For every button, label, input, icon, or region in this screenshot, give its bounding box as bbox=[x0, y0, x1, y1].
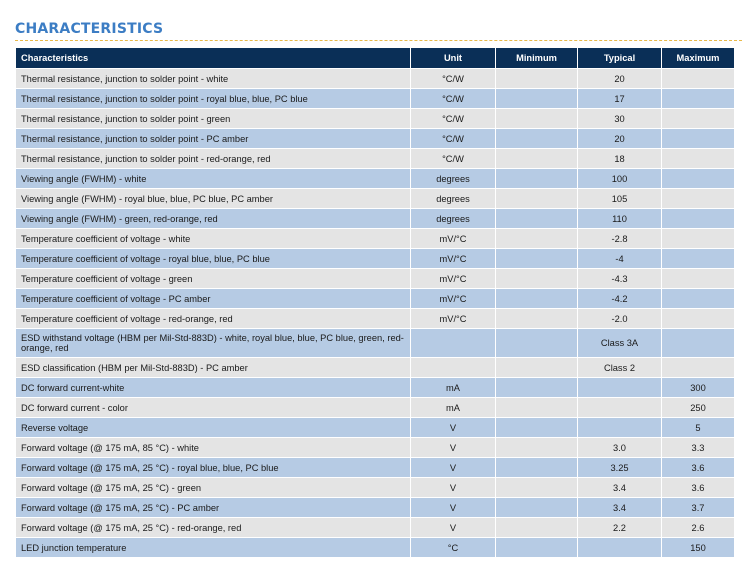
table-row bbox=[16, 229, 735, 249]
cell-minimum bbox=[496, 398, 578, 418]
cell-minimum bbox=[496, 209, 578, 229]
table-header-row bbox=[16, 48, 735, 69]
cell-minimum bbox=[496, 249, 578, 269]
cell-unit: mV/°C bbox=[411, 289, 496, 309]
cell-unit: mV/°C bbox=[411, 269, 496, 289]
table-row bbox=[16, 398, 735, 418]
cell-unit: mV/°C bbox=[411, 249, 496, 269]
cell-typical bbox=[578, 398, 662, 418]
cell-unit: V bbox=[411, 458, 496, 478]
table-row bbox=[16, 329, 735, 358]
characteristics-table bbox=[15, 47, 735, 558]
cell-maximum: 3.6 bbox=[662, 478, 735, 498]
cell-maximum: 150 bbox=[662, 538, 735, 558]
cell-minimum bbox=[496, 69, 578, 89]
cell-maximum: 250 bbox=[662, 398, 735, 418]
cell-maximum bbox=[662, 89, 735, 109]
cell-characteristic: Temperature coefficient of voltage - PC amber bbox=[16, 289, 411, 309]
cell-maximum: 300 bbox=[662, 378, 735, 398]
cell-typical: Class 3A bbox=[578, 329, 662, 358]
table-body bbox=[16, 69, 735, 558]
cell-characteristic: Thermal resistance, junction to solder point - green bbox=[16, 109, 411, 129]
table-row bbox=[16, 189, 735, 209]
cell-maximum bbox=[662, 189, 735, 209]
cell-maximum bbox=[662, 329, 735, 358]
cell-characteristic: DC forward current-white bbox=[16, 378, 411, 398]
cell-unit: °C/W bbox=[411, 89, 496, 109]
cell-typical bbox=[578, 418, 662, 438]
cell-unit: mA bbox=[411, 378, 496, 398]
table-row bbox=[16, 358, 735, 378]
cell-unit: °C/W bbox=[411, 109, 496, 129]
cell-typical: 100 bbox=[578, 169, 662, 189]
cell-typical: 17 bbox=[578, 89, 662, 109]
cell-unit: mV/°C bbox=[411, 309, 496, 329]
cell-characteristic: Forward voltage (@ 175 mA, 25 °C) - PC amber bbox=[16, 498, 411, 518]
cell-unit: °C bbox=[411, 538, 496, 558]
cell-typical bbox=[578, 378, 662, 398]
cell-minimum bbox=[496, 169, 578, 189]
cell-typical bbox=[578, 538, 662, 558]
cell-typical: 18 bbox=[578, 149, 662, 169]
cell-characteristic: Viewing angle (FWHM) - green, red-orange, red bbox=[16, 209, 411, 229]
cell-typical: 105 bbox=[578, 189, 662, 209]
cell-typical: 20 bbox=[578, 69, 662, 89]
cell-characteristic: DC forward current - color bbox=[16, 398, 411, 418]
cell-minimum bbox=[496, 129, 578, 149]
cell-minimum bbox=[496, 518, 578, 538]
cell-characteristic: Thermal resistance, junction to solder point - PC amber bbox=[16, 129, 411, 149]
table-row bbox=[16, 418, 735, 438]
cell-minimum bbox=[496, 358, 578, 378]
cell-maximum: 2.6 bbox=[662, 518, 735, 538]
cell-characteristic: ESD withstand voltage (HBM per Mil-Std-883D) - white, royal blue, blue, PC blue, green, red-orange, red bbox=[16, 329, 411, 358]
cell-maximum bbox=[662, 129, 735, 149]
table-row bbox=[16, 269, 735, 289]
cell-unit: mV/°C bbox=[411, 229, 496, 249]
cell-maximum bbox=[662, 309, 735, 329]
cell-maximum bbox=[662, 358, 735, 378]
table-row bbox=[16, 149, 735, 169]
cell-typical: Class 2 bbox=[578, 358, 662, 378]
cell-maximum: 5 bbox=[662, 418, 735, 438]
cell-unit: V bbox=[411, 418, 496, 438]
table-row bbox=[16, 129, 735, 149]
table-row bbox=[16, 478, 735, 498]
cell-characteristic: Temperature coefficient of voltage - white bbox=[16, 229, 411, 249]
cell-characteristic: Forward voltage (@ 175 mA, 25 °C) - green bbox=[16, 478, 411, 498]
cell-minimum bbox=[496, 498, 578, 518]
cell-typical: -4.3 bbox=[578, 269, 662, 289]
table-row bbox=[16, 109, 735, 129]
cell-characteristic: ESD classification (HBM per Mil-Std-883D) - PC amber bbox=[16, 358, 411, 378]
header-unit: Unit bbox=[411, 48, 496, 69]
cell-typical: 3.4 bbox=[578, 478, 662, 498]
cell-minimum bbox=[496, 478, 578, 498]
cell-unit: mA bbox=[411, 398, 496, 418]
cell-typical: -4 bbox=[578, 249, 662, 269]
table-row bbox=[16, 169, 735, 189]
table-row bbox=[16, 209, 735, 229]
header-maximum: Maximum bbox=[662, 48, 735, 69]
cell-minimum bbox=[496, 378, 578, 398]
cell-minimum bbox=[496, 149, 578, 169]
cell-typical: -2.0 bbox=[578, 309, 662, 329]
cell-characteristic: Temperature coefficient of voltage - royal blue, blue, PC blue bbox=[16, 249, 411, 269]
cell-minimum bbox=[496, 189, 578, 209]
cell-maximum bbox=[662, 289, 735, 309]
cell-unit bbox=[411, 329, 496, 358]
cell-maximum: 3.3 bbox=[662, 438, 735, 458]
cell-minimum bbox=[496, 289, 578, 309]
cell-unit: °C/W bbox=[411, 149, 496, 169]
cell-unit: V bbox=[411, 438, 496, 458]
cell-typical: 3.25 bbox=[578, 458, 662, 478]
cell-maximum bbox=[662, 209, 735, 229]
cell-unit: °C/W bbox=[411, 69, 496, 89]
cell-minimum bbox=[496, 438, 578, 458]
cell-characteristic: Reverse voltage bbox=[16, 418, 411, 438]
cell-typical: 110 bbox=[578, 209, 662, 229]
cell-characteristic: Forward voltage (@ 175 mA, 25 °C) - royal blue, blue, PC blue bbox=[16, 458, 411, 478]
header-minimum: Minimum bbox=[496, 48, 578, 69]
cell-minimum bbox=[496, 269, 578, 289]
cell-maximum: 3.6 bbox=[662, 458, 735, 478]
cell-maximum bbox=[662, 229, 735, 249]
cell-characteristic: Thermal resistance, junction to solder point - red-orange, red bbox=[16, 149, 411, 169]
header-characteristics: Characteristics bbox=[16, 48, 411, 69]
table-row bbox=[16, 498, 735, 518]
cell-characteristic: LED junction temperature bbox=[16, 538, 411, 558]
cell-minimum bbox=[496, 418, 578, 438]
cell-minimum bbox=[496, 329, 578, 358]
cell-typical: -2.8 bbox=[578, 229, 662, 249]
cell-unit: V bbox=[411, 518, 496, 538]
cell-minimum bbox=[496, 458, 578, 478]
cell-minimum bbox=[496, 309, 578, 329]
cell-characteristic: Temperature coefficient of voltage - green bbox=[16, 269, 411, 289]
cell-unit: degrees bbox=[411, 209, 496, 229]
cell-unit: V bbox=[411, 478, 496, 498]
cell-typical: 3.4 bbox=[578, 498, 662, 518]
cell-characteristic: Viewing angle (FWHM) - royal blue, blue, PC blue, PC amber bbox=[16, 189, 411, 209]
cell-maximum bbox=[662, 149, 735, 169]
cell-unit: degrees bbox=[411, 189, 496, 209]
table-row bbox=[16, 458, 735, 478]
cell-maximum: 3.7 bbox=[662, 498, 735, 518]
cell-characteristic: Thermal resistance, junction to solder point - royal blue, blue, PC blue bbox=[16, 89, 411, 109]
table-row bbox=[16, 89, 735, 109]
cell-maximum bbox=[662, 109, 735, 129]
cell-maximum bbox=[662, 249, 735, 269]
table-row bbox=[16, 309, 735, 329]
table-row bbox=[16, 378, 735, 398]
table-row bbox=[16, 289, 735, 309]
header-typical: Typical bbox=[578, 48, 662, 69]
cell-typical: 3.0 bbox=[578, 438, 662, 458]
section-title: CHARACTERISTICS bbox=[15, 21, 164, 37]
cell-characteristic: Viewing angle (FWHM) - white bbox=[16, 169, 411, 189]
cell-unit: V bbox=[411, 498, 496, 518]
cell-characteristic: Temperature coefficient of voltage - red-orange, red bbox=[16, 309, 411, 329]
cell-characteristic: Thermal resistance, junction to solder point - white bbox=[16, 69, 411, 89]
title-divider bbox=[15, 40, 742, 41]
table-row bbox=[16, 518, 735, 538]
cell-typical: 30 bbox=[578, 109, 662, 129]
cell-maximum bbox=[662, 169, 735, 189]
table-row bbox=[16, 538, 735, 558]
cell-typical: 20 bbox=[578, 129, 662, 149]
cell-minimum bbox=[496, 229, 578, 249]
cell-typical: -4.2 bbox=[578, 289, 662, 309]
table-row bbox=[16, 69, 735, 89]
table-row bbox=[16, 438, 735, 458]
cell-minimum bbox=[496, 89, 578, 109]
cell-maximum bbox=[662, 269, 735, 289]
cell-characteristic: Forward voltage (@ 175 mA, 85 °C) - white bbox=[16, 438, 411, 458]
cell-characteristic: Forward voltage (@ 175 mA, 25 °C) - red-orange, red bbox=[16, 518, 411, 538]
cell-unit: °C/W bbox=[411, 129, 496, 149]
cell-unit bbox=[411, 358, 496, 378]
cell-minimum bbox=[496, 538, 578, 558]
table-row bbox=[16, 249, 735, 269]
cell-maximum bbox=[662, 69, 735, 89]
cell-minimum bbox=[496, 109, 578, 129]
cell-typical: 2.2 bbox=[578, 518, 662, 538]
cell-unit: degrees bbox=[411, 169, 496, 189]
